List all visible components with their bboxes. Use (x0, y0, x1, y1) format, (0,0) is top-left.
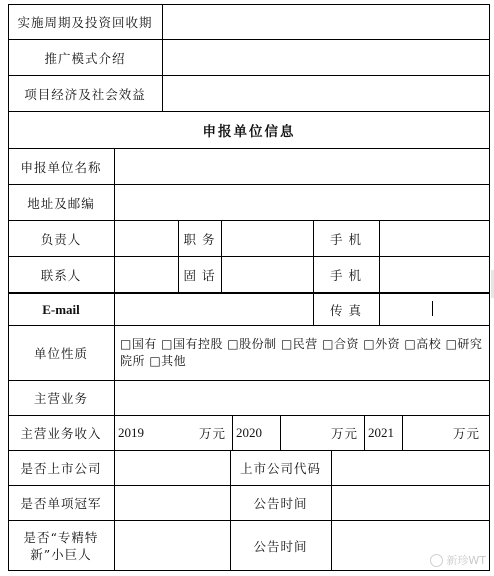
label-mobile-leader: 手 机 (330, 231, 362, 247)
label-champion-time: 公告时间 (253, 496, 308, 511)
label-mobile-contact: 手 机 (330, 267, 362, 283)
field-listed-code[interactable] (331, 451, 490, 485)
field-champion[interactable] (114, 486, 230, 520)
application-form (8, 4, 490, 571)
label-position: 职 务 (183, 231, 216, 247)
row-main-business (8, 380, 490, 415)
row-giant (8, 520, 490, 571)
revenue-year-2021: 2021 (368, 425, 394, 440)
field-economic-benefits[interactable] (162, 76, 490, 111)
field-contact[interactable] (114, 257, 178, 292)
row-unit-name (8, 148, 490, 184)
field-promotion-mode[interactable] (162, 40, 490, 75)
watermark-text: 新珍WT (446, 554, 486, 567)
label-fax: 传 真 (330, 302, 362, 318)
field-fax[interactable] (379, 294, 490, 325)
row-economic-benefits (8, 75, 490, 111)
field-position[interactable] (221, 221, 313, 256)
field-unit-name[interactable] (114, 149, 490, 184)
field-email[interactable] (114, 294, 313, 325)
label-main-business: 主营业务 (33, 391, 88, 406)
label-implementation-period: 实施周期及投资回收期 (17, 14, 153, 30)
label-leader: 负责人 (40, 231, 82, 247)
field-giant[interactable] (114, 521, 230, 571)
revenue-unit-2020[interactable]: 万元 (330, 426, 358, 441)
label-economic-benefits: 项目经济及社会效益 (24, 86, 146, 102)
revenue-unit-2019[interactable]: 万元 (198, 426, 226, 441)
field-unit-nature[interactable] (114, 326, 490, 380)
section-title: 申报单位信息 (202, 124, 296, 140)
field-landline[interactable] (221, 257, 313, 292)
label-giant-time: 公告时间 (253, 539, 308, 554)
revenue-unit-2021[interactable]: 万元 (452, 426, 480, 441)
field-champion-time[interactable] (331, 486, 490, 520)
row-address (8, 184, 490, 220)
row-unit-nature (8, 325, 490, 380)
label-contact: 联系人 (40, 267, 82, 283)
row-listed (8, 450, 490, 485)
row-implementation-period (8, 4, 490, 39)
row-email (8, 292, 490, 325)
row-contact (8, 256, 490, 292)
label-listed: 是否上市公司 (20, 461, 102, 476)
label-unit-name: 申报单位名称 (20, 159, 102, 175)
row-revenue (8, 415, 490, 450)
row-leader (8, 220, 490, 256)
label-revenue: 主营业务收入 (20, 426, 102, 441)
label-landline: 固 话 (183, 267, 216, 283)
label-listed-code: 上市公司代码 (239, 461, 321, 476)
row-section-title (8, 111, 490, 148)
field-leader[interactable] (114, 221, 178, 256)
watermark (430, 552, 486, 568)
label-email: E-mail (42, 301, 80, 317)
field-address[interactable] (114, 185, 490, 220)
watermark-icon (430, 554, 443, 567)
field-main-business[interactable] (114, 381, 490, 415)
field-mobile-contact[interactable] (379, 257, 490, 292)
label-address: 地址及邮编 (27, 195, 95, 211)
field-listed[interactable] (114, 451, 230, 485)
revenue-year-2020: 2020 (236, 425, 262, 440)
label-unit-nature: 单位性质 (33, 346, 88, 361)
revenue-year-2019: 2019 (118, 425, 144, 440)
row-champion (8, 485, 490, 520)
field-implementation-period[interactable] (162, 4, 490, 39)
field-mobile-leader[interactable] (379, 221, 490, 256)
unit-nature-options[interactable]: □国有 □国有控股 □股份制 □民营 □合资 □外资 □高校 □研究院所 □其他 (120, 337, 483, 368)
label-giant: 是否“专精特新”小巨人 (23, 530, 99, 562)
label-promotion-mode: 推广模式介绍 (44, 50, 126, 66)
row-promotion-mode (8, 39, 490, 75)
text-cursor (432, 301, 433, 316)
label-champion: 是否单项冠军 (20, 496, 102, 511)
